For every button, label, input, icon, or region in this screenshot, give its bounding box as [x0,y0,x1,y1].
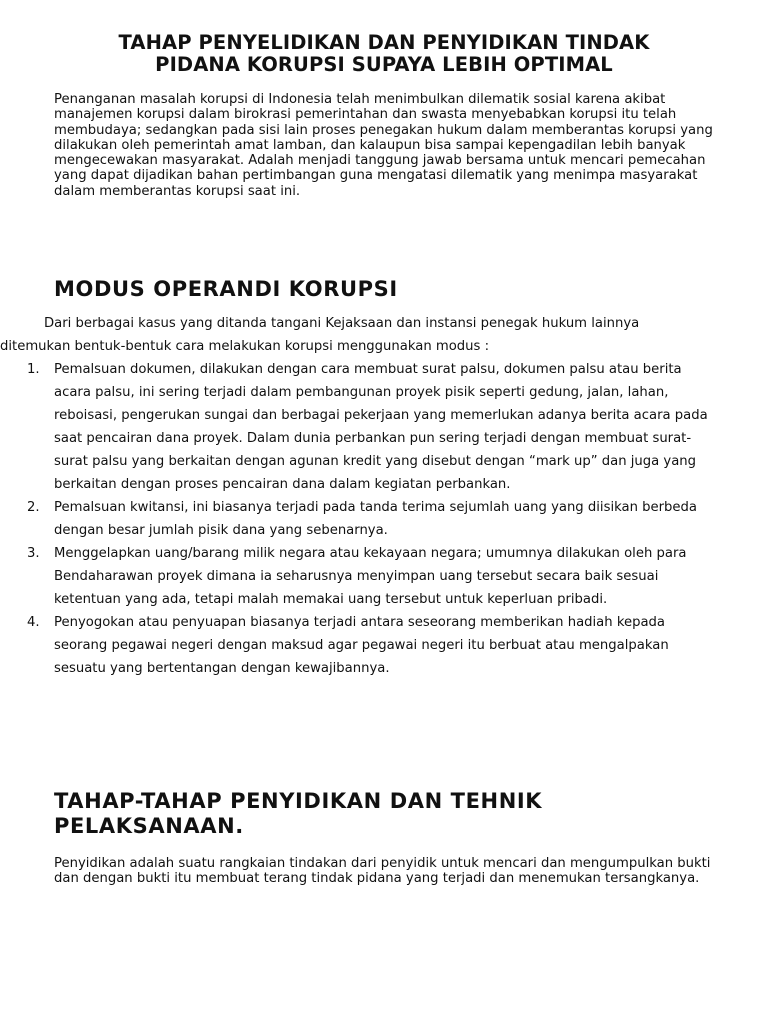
list-item [27,496,714,542]
list-item [27,542,714,611]
tahap-heading: TAHAP-TAHAP PENYIDIKAN DAN TEHNIK PELAKSANAAN. [54,789,543,838]
list-item-text: Menggelapkan uang/barang milik negara atau kekayaan negara; umumnya dilakukan oleh para Bendaharawan proyek dimana ia seharusnya menyimpan uang tersebut secara baik sesuai ketentuan yang ada, tetapi malah memakai uang tersebut untuk keperluan pribadi. [54,546,687,607]
intro-paragraph: Penanganan masalah korupsi di Indonesia telah menimbulkan dilematik sosial karena akibat manajemen korupsi dalam birokrasi pemerintahan dan swasta menyebabkan korupsi itu telah membudaya; sedangkan pada sisi lain proses penegakan hukum dalam memberantas korupsi yang dilakukan oleh pemerintah amat lamban, dan kalaupun bisa sampai kepengadilan lebih banyak mengecewakan masyarakat. Adalah menjadi tanggung jawab bersama untuk mencari pemecahan yang dapat dijadikan bahan pertimbangan guna mengatasi dilematik yang menimpa masyarakat dalam memberantas korupsi saat ini. [54,92,713,199]
list-item-number: 1. [27,362,40,377]
list-item-number: 2. [27,500,40,515]
list-item [27,611,714,680]
modus-heading: MODUS OPERANDI KORUPSI [54,277,398,301]
list-item-number: 3. [27,546,40,561]
document-title [40,32,728,76]
tahap-paragraph: Penyidikan adalah suatu rangkaian tindakan dari penyidik untuk mencari dan mengumpulkan bukti dan dengan bukti itu membuat terang tindak pidana yang terjadi dan menemukan tersangkanya. [54,856,711,887]
modus-list [0,358,768,680]
list-item-text: Penyogokan atau penyuapan biasanya terjadi antara seseorang memberikan hadiah kepada seorang pegawai negeri dengan maksud agar pegawai negeri itu berbuat atau mengalpakan sesuatu yang bertentangan dengan kewajibannya. [54,615,669,676]
list-item-number: 4. [27,615,40,630]
document-title-line-2: PIDANA KORUPSI SUPAYA LEBIH OPTIMAL [155,53,613,76]
document-title-line-1: TAHAP PENYELIDIKAN DAN PENYIDIKAN TINDAK [118,31,650,54]
list-item-text: Pemalsuan dokumen, dilakukan dengan cara membuat surat palsu, dokumen palsu atau berita acara palsu, ini sering terjadi dalam pembangunan proyek pisik seperti gedung, jalan, lahan, reboisasi, pengerukan sungai dan berbagai pekerjaan yang memerlukan adanya berita acara pada saat pencairan dana proyek. Dalam dunia perbankan pun sering terjadi dengan membuat surat-surat palsu yang berkaitan dengan agunan kredit yang disebut dengan “mark up” dan juga yang berkaitan dengan proses pencairan dana dalam kegiatan perbankan. [54,362,708,492]
modus-intro-paragraph: Dari berbagai kasus yang ditanda tangani Kejaksaan dan instansi penegak hukum lainnya ditemukan bentuk-bentuk cara melakukan korupsi menggunakan modus : [0,316,640,354]
modus-section [0,312,768,680]
list-item [27,358,714,496]
list-item-text: Pemalsuan kwitansi, ini biasanya terjadi pada tanda terima sejumlah uang yang diisikan berbeda dengan besar jumlah pisik dana yang sebenarnya. [54,500,697,538]
